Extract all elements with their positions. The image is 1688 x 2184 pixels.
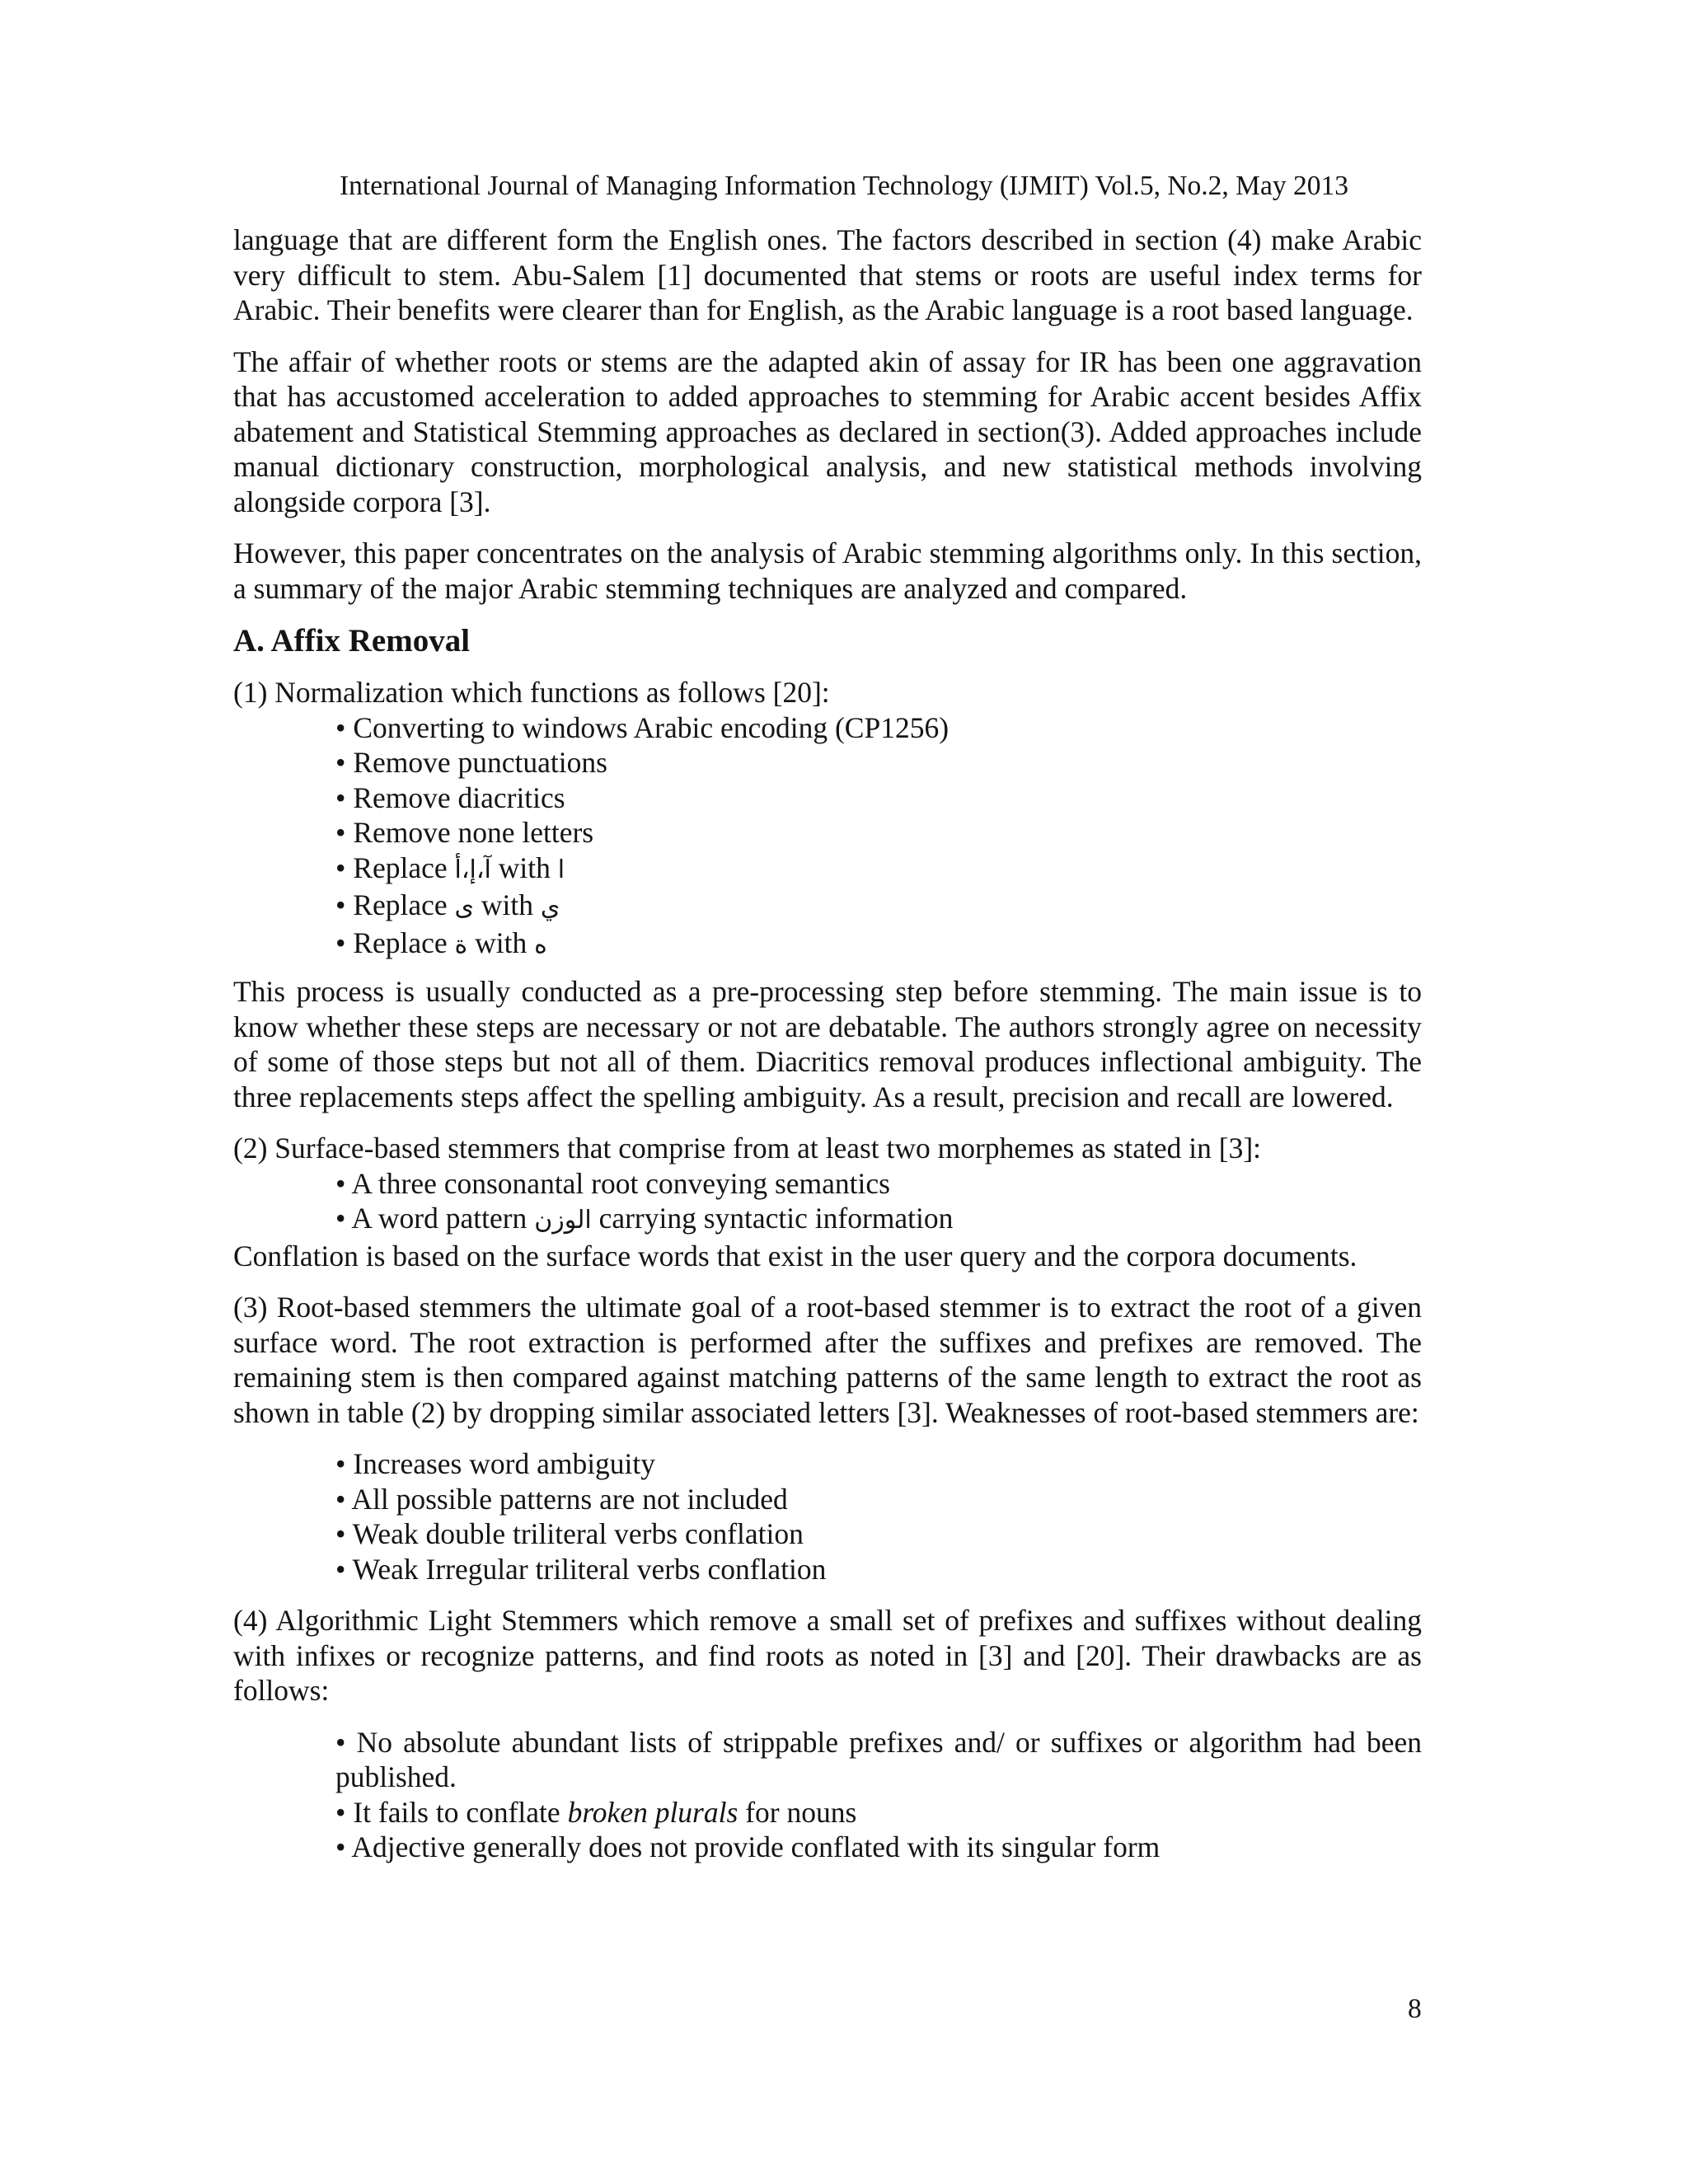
page-number: 8 [1408, 1994, 1422, 2024]
list-item: • Remove punctuations [335, 746, 607, 779]
arabic-text: ى [454, 893, 474, 921]
list-item-text: It fails to conflate [353, 1795, 568, 1829]
running-header: International Journal of Managing Information Technology (IJMIT) Vol.5, No.2, May 2013 [340, 171, 1348, 201]
paragraph-3: However, this paper concentrates on the analysis of Arabic stemming algorithms only. In this section, a summary of the major Arabic stemming techniques are analyzed and compared. [233, 537, 1422, 605]
list-item-text: carrying syntactic information [591, 1202, 954, 1235]
light-stemmers-drawbacks-list [233, 1725, 1422, 1865]
arabic-text: ي [540, 893, 560, 921]
paragraph-1: language that are different form the English ones. The factors described in section (4) make Arabic very difficult to stem. Abu-Salem [1] documented that stems or roots are useful index terms for Arabic. Their benefits were clearer than for English, as the Arabic language is a root based language. [233, 223, 1422, 326]
list-item-text: with [490, 851, 558, 884]
list-item: • Replace آ،إ،أ with ا [335, 851, 565, 884]
list-item-text: with [467, 926, 535, 959]
arabic-text: ا [557, 855, 565, 884]
root-based-intro: (3) Root-based stemmers the ultimate goal of a root-based stemmer is to extract the root of a given surface word. The root extraction is performed after the suffixes and prefixes are removed. The remaining stem is then compared against matching patterns of the same length to extract the root as shown in table (2) by dropping similar associated letters [3]. Weaknesses of root-based stemmers are: [233, 1291, 1422, 1429]
normalization-list [233, 710, 1422, 963]
list-item-text: with [474, 888, 541, 921]
list-item-text: Replace [353, 851, 455, 884]
surface-based-list [233, 1166, 1422, 1239]
emphasis-text: broken plurals [567, 1795, 738, 1829]
list-item-text: No absolute abundant lists of strippable prefixes and/ or suffixes or algorithm had been published. [335, 1725, 1422, 1793]
list-item-text: Adjective generally does not provide conflated with its singular form [351, 1830, 1160, 1863]
list-item-text: A three consonantal root conveying semantics [351, 1166, 890, 1200]
list-item-text: Replace [353, 926, 455, 959]
list-item: • Remove none letters [335, 816, 594, 849]
root-based-weaknesses-list [233, 1446, 1422, 1586]
arabic-text: الوزن [534, 1206, 592, 1235]
section-heading-affix-removal: A. Affix Removal [233, 623, 471, 658]
list-item: • Weak double triliteral verbs conflation [335, 1517, 804, 1550]
list-item-text: Remove punctuations [353, 746, 607, 779]
list-item: • Weak Irregular triliteral verbs conflation [335, 1552, 827, 1586]
normalization-discussion: This process is usually conducted as a pre-processing step before stemming. The main issue is to know whether these steps are necessary or not are debatable. The authors strongly agree on necessity of some of those steps but not all of them. Diacritics removal produces inflectional ambiguity. The three replacements steps affect the spelling ambiguity. As a result, precision and recall are lowered. [233, 975, 1422, 1113]
list-item: • Replace ى with ي [335, 888, 560, 921]
list-item: • Replace ة with ه [335, 926, 547, 959]
arabic-text: ة [454, 930, 468, 959]
body-content [233, 223, 1422, 1882]
list-item: • All possible patterns are not included [335, 1482, 788, 1516]
list-item: • It fails to conflate broken plurals for nouns [335, 1795, 857, 1829]
list-item: • A three consonantal root conveying semantics [335, 1166, 890, 1200]
list-item-text: for nouns [738, 1795, 857, 1829]
list-item: • Adjective generally does not provide conflated with its singular form [335, 1830, 1160, 1863]
list-item: • Remove diacritics [335, 780, 565, 814]
arabic-text: ه [534, 930, 547, 959]
list-item-text: All possible patterns are not included [351, 1482, 788, 1516]
list-item-text: Increases word ambiguity [353, 1447, 656, 1480]
surface-based-conflation: Conflation is based on the surface words that exist in the user query and the corpora documents. [233, 1239, 1357, 1272]
list-item-text: Remove none letters [353, 816, 594, 849]
list-item-text: Weak Irregular triliteral verbs conflation [352, 1552, 827, 1586]
list-item-text: Remove diacritics [353, 780, 565, 814]
list-item-text: Converting to windows Arabic encoding (CP1256) [353, 710, 950, 744]
normalization-intro: (1) Normalization which functions as follows [20]: [233, 676, 830, 709]
paragraph-2: The affair of whether roots or stems are the adapted akin of assay for IR has been one aggravation that has accustomed acceleration to added approaches to stemming for Arabic accent besides Affix abatement and Statistical Stemming approaches as declared in section(3). Added approaches include manual dictionary construction, morphological analysis, and new statistical methods involving alongside corpora [3]. [233, 344, 1422, 518]
list-item-text: Replace [353, 888, 455, 921]
arabic-text: آ،إ،أ [454, 855, 491, 884]
list-item-text: Weak double triliteral verbs conflation [352, 1517, 804, 1550]
surface-based-intro: (2) Surface-based stemmers that comprise from at least two morphemes as stated in [3]: [233, 1132, 1262, 1165]
list-item: • Increases word ambiguity [335, 1447, 656, 1480]
list-item: • Converting to windows Arabic encoding (CP1256) [335, 710, 950, 744]
light-stemmers-intro: (4) Algorithmic Light Stemmers which remove a small set of prefixes and suffixes without dealing with infixes or recognize patterns, and find roots as noted in [3] and [20]. Their drawbacks are as follows: [233, 1604, 1422, 1707]
list-item-text: A word pattern [351, 1202, 535, 1235]
list-item: • No absolute abundant lists of strippable prefixes and/ or suffixes or algorithm had been published. [335, 1725, 1422, 1793]
list-item: • A word pattern الوزن carrying syntactic information [335, 1202, 954, 1235]
